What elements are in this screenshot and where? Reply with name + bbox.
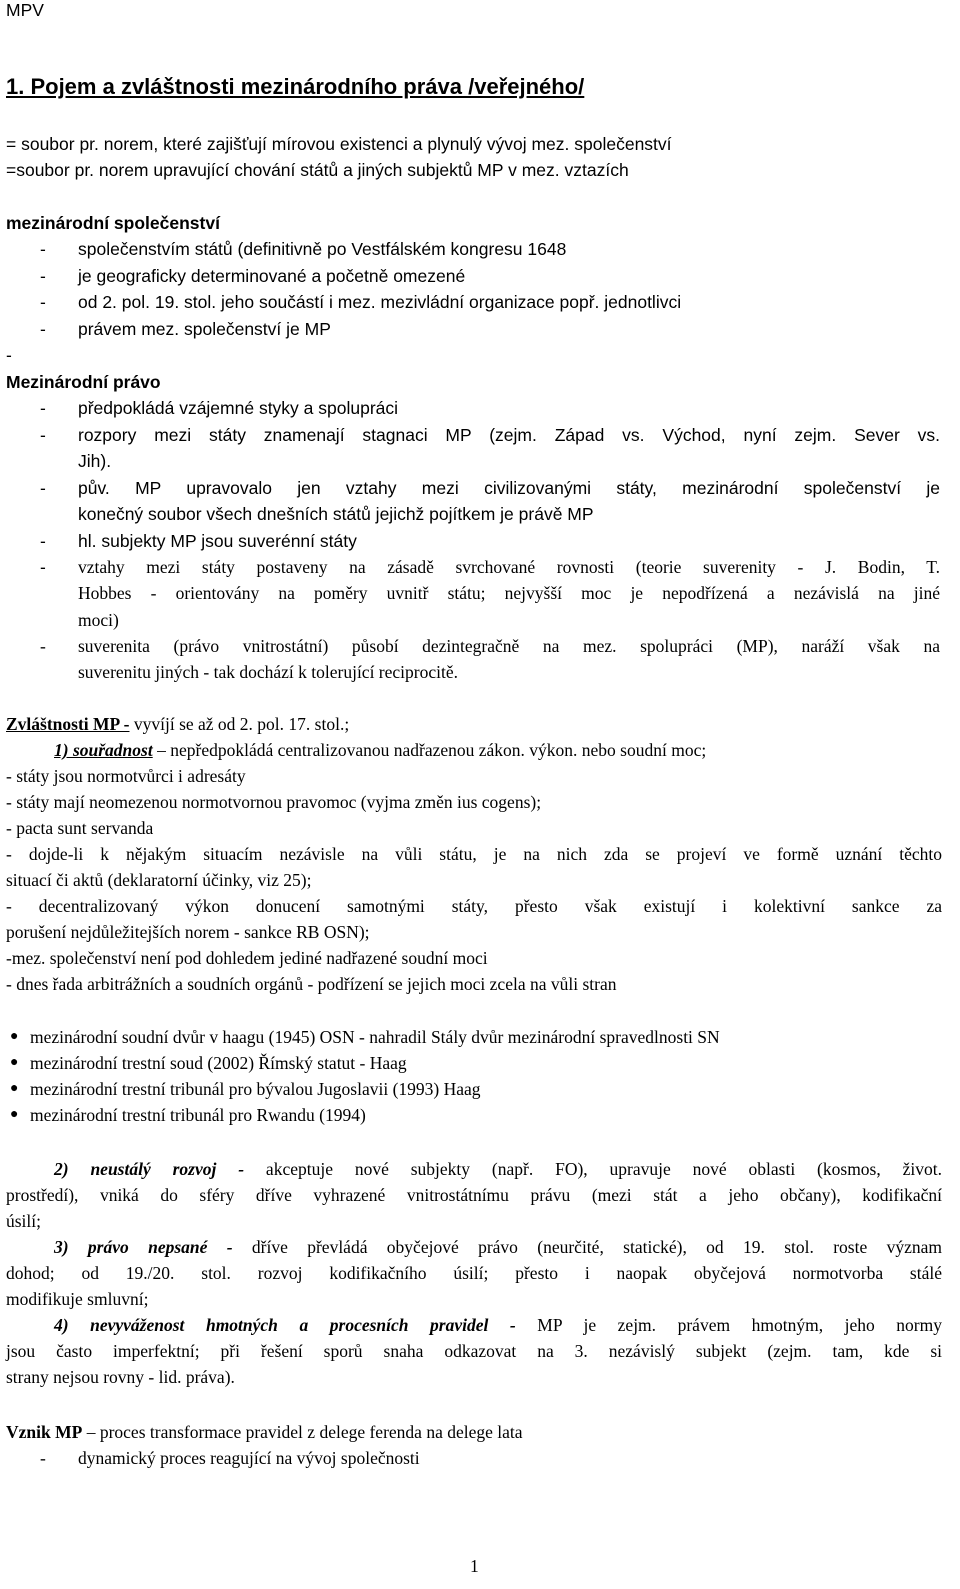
dash-marker: - xyxy=(6,345,12,365)
point-4: 4) nevyváženost hmotných a procesních pravidel - MP je zejm. právem hmotným, jeho normy xyxy=(54,1315,942,1335)
dash-marker: - xyxy=(40,636,46,656)
court-item: mezinárodní trestní tribunál pro Rwandu (1994) xyxy=(30,1105,366,1125)
point-4-cont: jsou často imperfektní; při řešení sporů snaha odkazovat na 3. nezávislý subjekt (zejm. tam, kde si xyxy=(6,1341,942,1361)
law-item: vztahy mezi státy postaveny na zásadě svrchované rovnosti (teorie suverenity - J. Bodin, T. xyxy=(78,557,940,577)
dash-marker: - xyxy=(40,1448,46,1468)
dash-marker: - xyxy=(40,557,46,577)
bullet-icon: ● xyxy=(10,1055,19,1070)
community-heading: mezinárodní společenství xyxy=(6,213,220,233)
point-2: 2) neustálý rozvoj - akceptuje nové subjekty (např. FO), upravuje nové oblasti (kosmos, život. xyxy=(54,1159,942,1179)
specifics-heading: Zvláštnosti MP - vyvíjí se až od 2. pol. 17. stol.; xyxy=(6,714,350,734)
law-heading: Mezinárodní právo xyxy=(6,372,161,392)
specifics-line: - dojde-li k nějakým situacím nezávisle na vůli státu, je na nich zda se projeví ve formě uznání těchto xyxy=(6,844,942,864)
definition-line-2: =soubor pr. norem upravující chování států a jiných subjektů MP v mez. vztazích xyxy=(6,160,629,180)
specifics-line: - státy mají neomezenou normotvornou pravomoc (vyjma změn ius cogens); xyxy=(6,792,542,812)
point-3-cont: dohod; od 19./20. stol. rozvoj kodifikačního úsilí; přesto i naopak obyčejová normotvorba stálé xyxy=(6,1263,942,1283)
point-4-cont: strany nejsou rovny - lid. práva). xyxy=(6,1367,235,1387)
dash-marker: - xyxy=(40,319,46,339)
community-item: společenstvím států (definitivně po Vestfálském kongresu 1648 xyxy=(78,239,567,259)
bullet-icon: ● xyxy=(10,1081,19,1096)
specifics-line: - dnes řada arbitrážních a soudních orgánů - podřízení se jejich moci zcela na vůli stran xyxy=(6,974,617,994)
law-item: rozpory mezi státy znamenají stagnaci MP (zejm. Západ vs. Východ, nyní zejm. Sever vs. xyxy=(78,425,940,445)
court-item: mezinárodní trestní tribunál pro bývalou Jugoslavii (1993) Haag xyxy=(30,1079,481,1099)
specifics-line: -mez. společenství není pod dohledem jediné nadřazené soudní moci xyxy=(6,948,488,968)
specifics-point-1: 1) souřadnost – nepředpokládá centralizovanou nadřazenou zákon. výkon. nebo soudní moc; xyxy=(54,740,707,760)
dash-marker: - xyxy=(40,266,46,286)
law-item-cont: suverenitu jiných - tak dochází k tolerující reciprocitě. xyxy=(78,662,458,682)
specifics-line: porušení nejdůležitejších norem - sankce RB OSN); xyxy=(6,922,370,942)
law-item: předpokládá vzájemné styky a spolupráci xyxy=(78,398,399,418)
law-item: hl. subjekty MP jsou suverénní státy xyxy=(78,531,357,551)
dash-marker: - xyxy=(40,398,46,418)
bullet-icon: ● xyxy=(10,1107,19,1122)
origin-heading: Vznik MP – proces transformace pravidel z delege ferenda na delege lata xyxy=(6,1422,523,1442)
point-2-cont: prostředí), vniká do sféry dříve vyhrazené vnitrostátnímu právu (mezi stát a jeho občany), kodifikační xyxy=(6,1185,942,1205)
dash-marker: - xyxy=(40,239,46,259)
definition-line-1: = soubor pr. norem, které zajišťují mírovou existenci a plynulý vývoj mez. společenství xyxy=(6,134,672,154)
law-item-cont: Jih). xyxy=(78,451,112,471)
court-item: mezinárodní soudní dvůr v haagu (1945) OSN - nahradil Stály dvůr mezinárodní spravedlnosti SN xyxy=(30,1027,720,1047)
page-title: 1. Pojem a zvláštnosti mezinárodního práva /veřejného/ xyxy=(6,74,585,99)
law-item-cont: Hobbes - orientovány na poměry uvnitř státu; nejvyšší moc je nepodřízená a nezávislá na jiné xyxy=(78,583,940,603)
community-item: právem mez. společenství je MP xyxy=(78,319,331,339)
point-2-cont: úsilí; xyxy=(6,1211,42,1231)
point-3-cont: modifikuje smluvní; xyxy=(6,1289,149,1309)
specifics-line: - decentralizovaný výkon donucení samotnými státy, přesto však existují i kolektivní sankce za xyxy=(6,896,942,916)
dash-marker: - xyxy=(40,425,46,445)
origin-item: dynamický proces reagující na vývoj společnosti xyxy=(78,1448,420,1468)
court-item: mezinárodní trestní soud (2002) Římský statut - Haag xyxy=(30,1053,407,1073)
specifics-line: - pacta sunt servanda xyxy=(6,818,154,838)
law-item: pův. MP upravovalo jen vztahy mezi civilizovanými státy, mezinárodní společenství je xyxy=(78,478,940,498)
law-item-cont: moci) xyxy=(78,610,119,630)
law-item-cont: konečný soubor všech dnešních států jejichž pojítkem je právě MP xyxy=(78,504,594,524)
dash-marker: - xyxy=(40,531,46,551)
point-3: 3) právo nepsané - dříve převládá obyčejové právo (neurčité, statické), od 19. stol. roste význam xyxy=(54,1237,942,1257)
dash-marker: - xyxy=(40,292,46,312)
specifics-line: situací či aktů (deklaratorní účinky, viz 25); xyxy=(6,870,312,890)
page-number: 1 xyxy=(470,1556,479,1576)
page-header: MPV xyxy=(6,0,44,20)
specifics-line: - státy jsou normotvůrci i adresáty xyxy=(6,766,246,786)
dash-marker: - xyxy=(40,478,46,498)
law-item: suverenita (právo vnitrostátní) působí dezintegračně na mez. spolupráci (MP), naráží však na xyxy=(78,636,940,656)
community-item: od 2. pol. 19. stol. jeho součástí i mez. mezivládní organizace popř. jednotlivci xyxy=(78,292,682,312)
community-item: je geograficky determinované a početně omezené xyxy=(78,266,466,286)
bullet-icon: ● xyxy=(10,1029,19,1044)
